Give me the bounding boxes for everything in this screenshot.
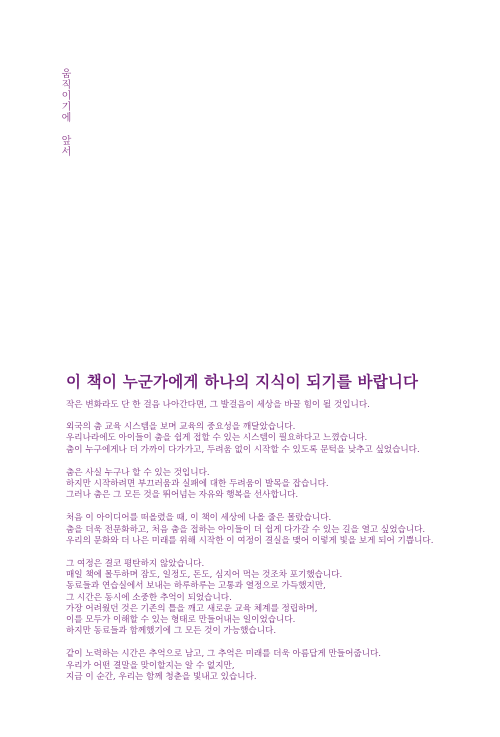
- text-line: 처음 이 아이디어를 떠올렸을 때, 이 책이 세상에 나올 줄은 몰랐습니다.: [66, 513, 332, 524]
- text-line: 동료들과 연습실에서 보내는 하루하루는 고통과 열정으로 가득했지만,: [66, 581, 326, 592]
- text-line: 이를 모두가 이해할 수 있는 형태로 만들어내는 일이었습니다.: [66, 615, 296, 626]
- page-heading: 이 책이 누군가에게 하나의 지식이 되기를 바랍니다: [66, 373, 419, 391]
- paragraph-2: [66, 422, 486, 456]
- text-line: 그러나 춤은 그 모든 것을 뛰어넘는 자유와 행복을 선사합니다.: [66, 490, 299, 501]
- paragraph-5: [66, 559, 486, 637]
- text-line: 하지만 동료들과 함께했기에 그 모든 것이 가능했습니다.: [66, 626, 277, 637]
- paragraph-6: [66, 649, 486, 683]
- text-line: 우리의 문화와 더 나은 미래를 위해 시작한 이 여정이 결실을 맺어 이렇게 빛을 보게 되어 기쁩니다.: [66, 535, 434, 546]
- text-line: 가장 어려웠던 것은 기존의 틀을 깨고 새로운 교육 체계를 정립하며,: [66, 603, 318, 614]
- text-line: 우리나라에도 아이들이 춤을 쉽게 접할 수 있는 시스템이 필요하다고 느꼈습니다.: [66, 433, 368, 444]
- text-line: 하지만 시작하려면 부끄러움과 실패에 대한 두려움이 발목을 잡습니다.: [66, 479, 329, 490]
- text-line: 작은 변화라도 단 한 걸음 나아간다면, 그 발걸음이 세상을 바꿀 힘이 될 것입니다.: [66, 400, 370, 410]
- text-line: 춤이 누구에게나 더 가까이 다가가고, 두려움 없이 시작할 수 있도록 문턱을 낮추고 싶었습니다.: [66, 444, 420, 455]
- paragraph-4: [66, 513, 486, 547]
- side-title: 움직이기에 앞서: [59, 68, 70, 157]
- text-line: 그 시간은 동시에 소중한 추억이 되었습니다.: [66, 592, 232, 603]
- text-line: 지금 이 순간, 우리는 함께 청춘을 빛내고 있습니다.: [66, 671, 257, 682]
- text-line: 매일 책에 몰두하며 잠도, 일정도, 돈도, 심지어 먹는 것조차 포기했습니다.: [66, 570, 343, 581]
- text-line: 춤은 사실 누구나 할 수 있는 것입니다.: [66, 467, 210, 478]
- text-line: 그 여정은 결코 평탄하지 않았습니다.: [66, 559, 205, 570]
- body-text: [66, 400, 486, 695]
- paragraph-1: [66, 400, 486, 411]
- text-line: 외국의 춤 교육 시스템을 보며 교육의 중요성을 깨달았습니다.: [66, 422, 296, 433]
- text-line: 같이 노력하는 시간은 추억으로 남고, 그 추억은 미래를 더욱 아름답게 만들어줍니다.: [66, 649, 382, 660]
- paragraph-3: [66, 468, 486, 502]
- text-line: 춤을 더욱 전문화하고, 처음 춤을 접하는 아이들이 더 쉽게 다가갈 수 있는 길을 열고 싶었습니다.: [66, 524, 426, 535]
- text-line: 우리가 어떤 결말을 맞이할지는 알 수 없지만,: [66, 660, 235, 671]
